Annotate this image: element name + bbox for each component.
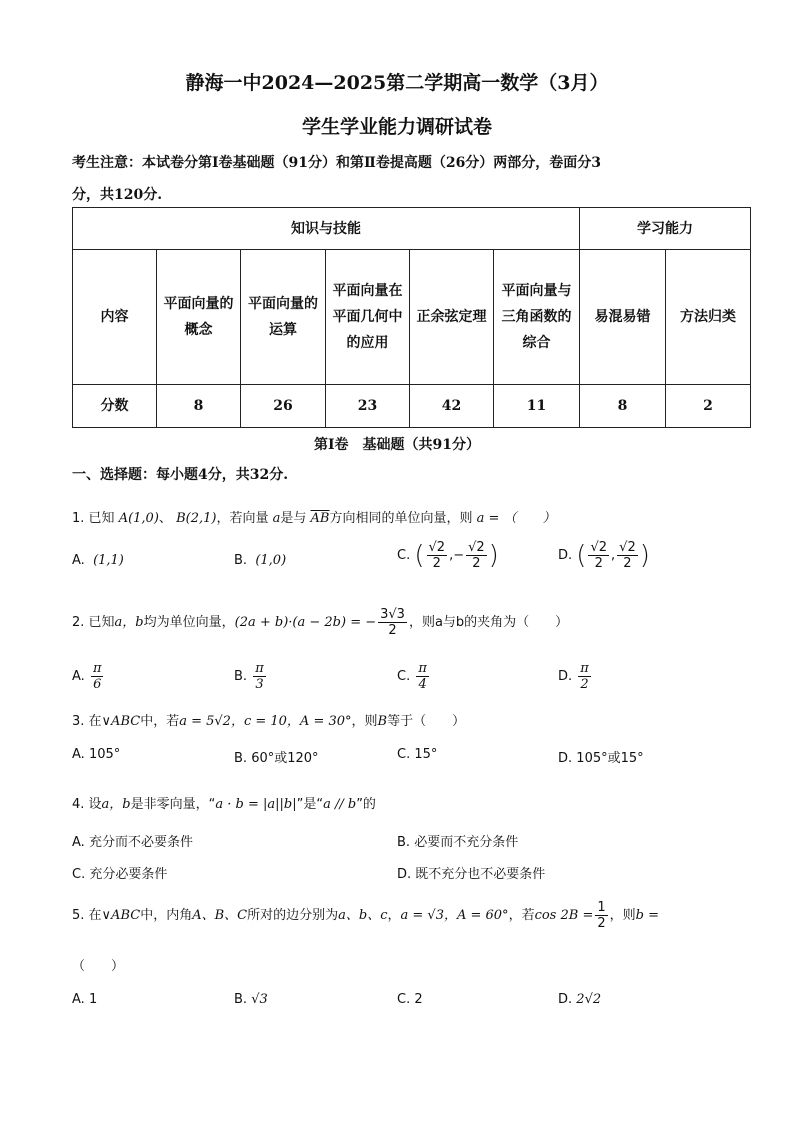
q2-option-c: C. $\frac{\pi}{4}$ — [397, 661, 427, 692]
table-group-ability: 学习能力 — [580, 208, 751, 250]
q1-option-a: A. (1,1) — [72, 553, 124, 568]
q5-option-d: D. 2√2 — [558, 992, 602, 1007]
q4-option-a: A. 充分而不必要条件 — [72, 835, 193, 850]
q1-option-d: D. ( $\frac{√2}{2}$ , $\frac{√2}{2}$ ) — [558, 540, 650, 571]
q3-option-a: A. 105° — [72, 747, 121, 762]
table-row-label-score: 分数 — [73, 385, 157, 428]
q5-option-c: C. 2 — [397, 992, 423, 1007]
score-distribution-table — [72, 207, 751, 428]
q2-option-b: B. $\frac{\pi}{3}$ — [234, 661, 264, 692]
question-2: 2. 已知a，b均为单位向量，(2a + b)·(a − 2b) = − $\frac{3√3}{2}$ ，则a与b的夹角为（ ） — [72, 607, 569, 638]
question-5: 5. 在∨ABC中，内角A、B、C所对的边分别为a、b、c，a = √3，A = 60°，若cos 2B = $\frac{1}{2}$ ，则b = — [72, 900, 659, 931]
table-header-cell: 平面向量在平面几何中的应用 — [326, 250, 410, 385]
q4-option-c: C. 充分必要条件 — [72, 867, 168, 882]
q5-option-a: A. 1 — [72, 992, 98, 1007]
table-header-cell: 方法归类 — [666, 250, 751, 385]
q3-option-d: D. 105°或15° — [558, 751, 644, 766]
q3-option-c: C. 15° — [397, 747, 438, 762]
table-header-cell: 正余弦定理 — [410, 250, 494, 385]
q1-option-c: C. ( $\frac{√2}{2}$ ,− $\frac{√2}{2}$ ) — [397, 540, 499, 571]
section1-heading: 一、选择题：每小题4分，共32分. — [72, 467, 289, 483]
q5-option-b: B. √3 — [234, 992, 268, 1007]
page-title: 静海一中2024—2025第二学期高一数学（3月） — [185, 72, 609, 94]
table-score-cell: 11 — [494, 385, 580, 428]
q2-option-a: A. $\frac{\pi}{6}$ — [72, 661, 102, 692]
q3-option-b: B. 60°或120° — [234, 751, 319, 766]
question-3: 3. 在∨ABC中，若a = 5√2，c = 10，A = 30°，则B等于（ ） — [72, 714, 466, 729]
table-group-knowledge: 知识与技能 — [73, 208, 580, 250]
exam-notice-line1: 考生注意：本试卷分第Ⅰ卷基础题（91分）和第Ⅱ卷提高题（26分）两部分，卷面分3 — [72, 155, 602, 171]
question-4: 4. 设a，b是非零向量，“a · b = |a||b|”是“a // b”的 — [72, 797, 376, 812]
q4-option-d: D. 既不充分也不必要条件 — [397, 867, 546, 882]
table-score-cell: 42 — [410, 385, 494, 428]
table-score-cell: 8 — [157, 385, 241, 428]
part1-heading: 第Ⅰ卷 基础题（共91分） — [313, 437, 481, 453]
question-1: 1. 已知 A(1,0)、 B(2,1)，若向量 a是与 $\overline{AB}$方向相同的单位向量，则 a = （ ） — [72, 511, 556, 526]
table-score-cell: 23 — [326, 385, 410, 428]
table-header-cell: 平面向量的运算 — [241, 250, 326, 385]
question-5-paren: （ ） — [72, 959, 125, 974]
table-row-label-content: 内容 — [73, 250, 157, 385]
table-score-cell: 8 — [580, 385, 666, 428]
page-subtitle: 学生学业能力调研试卷 — [301, 116, 492, 138]
q4-option-b: B. 必要而不充分条件 — [397, 835, 519, 850]
q2-option-d: D. $\frac{\pi}{2}$ — [558, 661, 589, 692]
table-score-cell: 2 — [666, 385, 751, 428]
table-score-cell: 26 — [241, 385, 326, 428]
q1-option-b: B. (1,0) — [234, 553, 287, 568]
table-header-cell: 平面向量与三角函数的综合 — [494, 250, 580, 385]
table-header-cell: 易混易错 — [580, 250, 666, 385]
table-header-cell: 平面向量的概念 — [157, 250, 241, 385]
exam-notice-line2: 分，共120分. — [72, 187, 163, 203]
